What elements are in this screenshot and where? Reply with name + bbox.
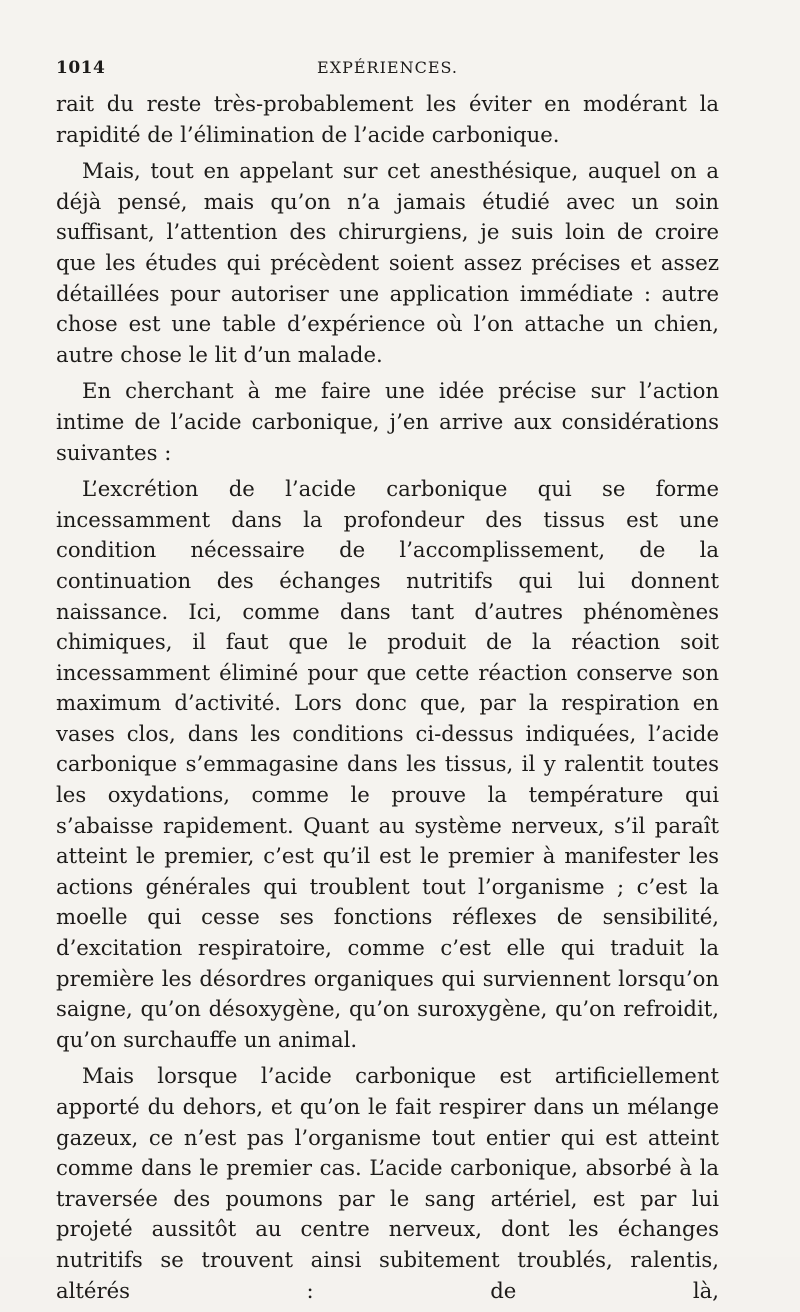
page-header bbox=[56, 58, 719, 86]
running-head: EXPÉRIENCES. bbox=[317, 58, 458, 77]
paragraph: Mais, tout en appelant sur cet anesthésique, auquel on a déjà pensé, mais qu’on n’a jamais étudié avec un soin suffisant, l’attention des chirurgiens, je suis loin de croire que les études qui précèdent soient assez précises et assez détaillées pour autoriser une application immédiate : autre chose est une table d’expérience où l’on attache un chien, autre chose le lit d’un malade. bbox=[56, 158, 719, 367]
paragraph: En cherchant à me faire une idée précise sur l’action intime de l’acide carbonique, j’en arrive aux considérations suivantes : bbox=[56, 378, 719, 465]
page-number: 1014 bbox=[56, 58, 106, 78]
paragraph: L’excrétion de l’acide carbonique qui se forme incessamment dans la profondeur des tissus est une condition nécessaire de l’accomplissement, de la continuation des échanges nutritifs qui lui donnent naissance. Ici, comme dans tant d’autres phénomènes chimiques, il faut que le produit de la réaction soit incessamment éliminé pour que cette réaction conserve son maximum d’activité. Lors donc que, par la respiration en vases clos, dans les conditions ci-dessus indiquées, l’acide carbonique s’emmagasine dans les tissus, il y ralentit toutes les oxydations, comme le prouve la température qui s’abaisse rapidement. Quant au système nerveux, s’il paraît atteint le premier, c’est qu’il est le premier à manifester les actions générales qui troublent tout l’organisme ; c’est la moelle qui cesse ses fonctions réflexes de sensibilité, d’excitation respiratoire, comme c’est elle qui traduit la première les désordres organiques qui surviennent lorsqu’on saigne, qu’on désoxygène, qu’on suroxygène, qu’on refroidit, qu’on surchauffe un animal. bbox=[56, 476, 719, 1052]
paragraph-continued: rait du reste très-probablement les éviter en modérant la rapidité de l’élimination de l’acide carbonique. bbox=[56, 91, 719, 147]
body-text bbox=[56, 89, 719, 1312]
paragraph: Mais lorsque l’acide carbonique est artificiellement apporté du dehors, et qu’on le fait respirer dans un mélange gazeux, ce n’est pas l’organisme tout entier qui est atteint comme dans le premier cas. L’acide carbonique, absorbé à la traversée des poumons par le sang artériel, est par lui projeté aussitôt au centre nerveux, dont les échanges nutritifs se trouvent ainsi subitement troublés, ralentis, altérés : de là, bbox=[56, 1063, 719, 1303]
